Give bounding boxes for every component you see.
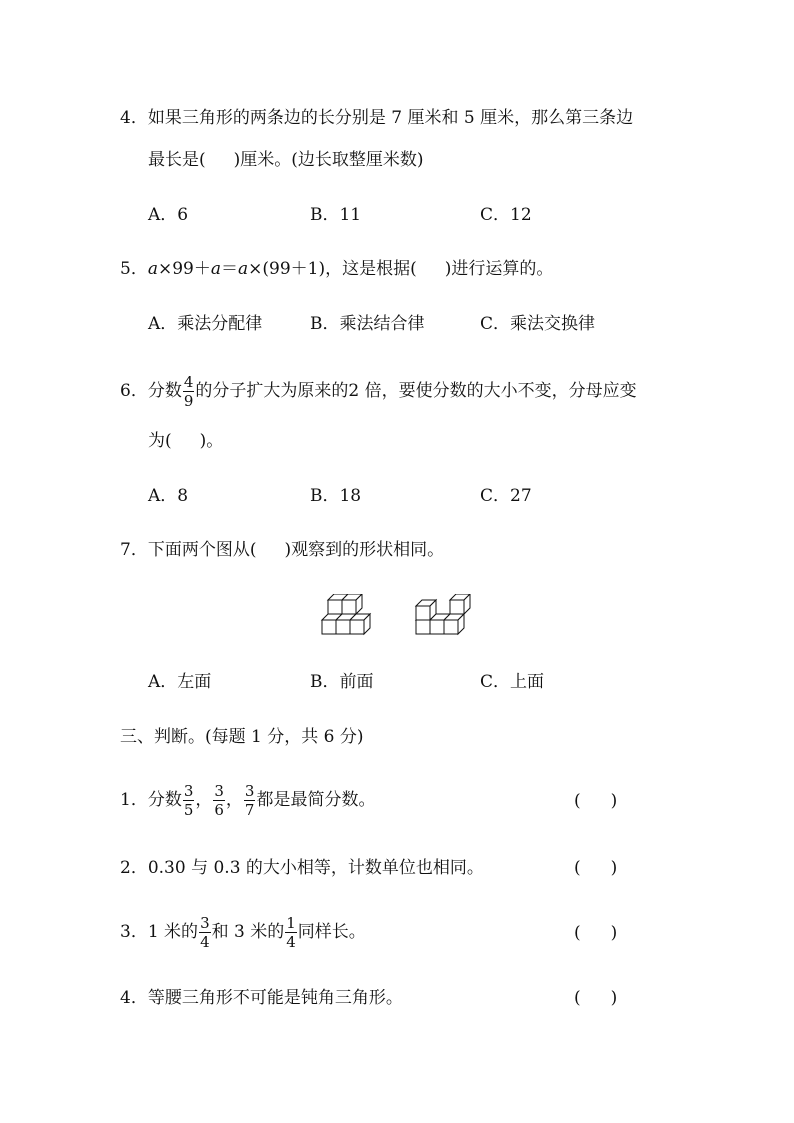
q4-option-b[interactable]: B．11 — [310, 205, 362, 225]
j1-fraction-3 — [244, 782, 256, 819]
j3-fraction-1 — [199, 914, 211, 951]
q6-line2-b: )。 — [199, 431, 224, 451]
j1-paren-close: ) — [610, 791, 618, 811]
q6-option-a[interactable]: A．8 — [148, 486, 189, 506]
j1-sep2: ， — [225, 790, 243, 810]
cube-figure-left — [320, 594, 376, 636]
j3-paren-close: ) — [610, 923, 618, 943]
q5-option-b[interactable]: B．乘法结合律 — [310, 314, 425, 334]
j1-f3-num: 3 — [244, 782, 255, 800]
j1-sep1: ， — [195, 790, 213, 810]
j3-f2-den: 4 — [286, 933, 296, 951]
q6-line2-a: 为( — [148, 431, 172, 451]
q7-line1 — [120, 540, 444, 560]
q6-option-b[interactable]: B．18 — [310, 486, 362, 506]
j4-paren-close: ) — [610, 988, 618, 1008]
q4-text-line1: 如果三角形的两条边的长分别是 7 厘米和 5 厘米，那么第三条边 — [147, 108, 634, 128]
j1-number: 1． — [120, 790, 148, 810]
j3-f1-den: 4 — [200, 933, 210, 951]
j1-answer-paren[interactable] — [574, 791, 617, 811]
q4-text-line2-b: )厘米。(边长取整厘米数) — [233, 150, 424, 170]
q5-expr-3: ×(99＋1)，这是根据( — [248, 259, 417, 279]
q4-line1 — [120, 108, 633, 128]
j1-f3-den: 7 — [244, 801, 255, 819]
q7-number: 7． — [120, 540, 148, 560]
q6-fraction — [183, 373, 195, 410]
q5-option-c[interactable]: C．乘法交换律 — [480, 314, 596, 334]
j1-fraction-2 — [213, 782, 225, 819]
q5-var-a1: a — [147, 259, 158, 279]
q4-text-line2-a: 最长是( — [148, 150, 206, 170]
q7-text-a: 下面两个图从( — [147, 540, 257, 560]
q6-line1 — [120, 373, 637, 410]
j3-fraction-2 — [285, 914, 297, 951]
q6-line2 — [148, 431, 223, 451]
j1-post: 都是最简分数。 — [256, 790, 376, 810]
q5-line1 — [120, 259, 553, 279]
j1-f1-den: 5 — [183, 801, 194, 819]
j3-number: 3． — [120, 922, 148, 942]
q5-var-a2: a — [210, 259, 221, 279]
j2-answer-paren[interactable] — [574, 858, 617, 878]
cube-figure-right — [414, 594, 472, 636]
q5-expr-4: )进行运算的。 — [444, 259, 554, 279]
q7-option-b[interactable]: B．前面 — [310, 672, 374, 692]
j1-f2-den: 6 — [214, 801, 224, 819]
q6-number: 6． — [120, 381, 148, 401]
j4-answer-paren[interactable] — [574, 988, 617, 1008]
q6-option-c[interactable]: C．27 — [480, 486, 532, 506]
j3-paren-open: ( — [574, 923, 581, 943]
q6-post: 的分子扩大为原来的2 倍，要使分数的大小不变，分母应变 — [195, 381, 637, 401]
q4-option-a[interactable]: A．6 — [148, 205, 189, 225]
j1-pre: 分数 — [147, 790, 182, 810]
j4-line — [120, 988, 403, 1008]
q6-pre: 分数 — [147, 381, 182, 401]
j2-line — [120, 858, 484, 878]
j3-post: 同样长。 — [297, 922, 366, 942]
j3-pre: 1 米的 — [147, 922, 199, 942]
q5-expr-2: ＝ — [221, 259, 238, 279]
j1-paren-open: ( — [574, 791, 581, 811]
q4-option-c[interactable]: C．12 — [480, 205, 532, 225]
q7-text-b: )观察到的形状相同。 — [284, 540, 445, 560]
j4-number: 4． — [120, 988, 148, 1008]
j2-paren-close: ) — [610, 858, 618, 878]
j3-answer-paren[interactable] — [574, 923, 617, 943]
q4-number: 4． — [120, 108, 148, 128]
j2-text: 0.30 与 0.3 的大小相等，计数单位也相同。 — [147, 858, 484, 878]
section3-heading: 三、判断。(每题 1 分，共 6 分) — [120, 727, 364, 747]
q7-option-a[interactable]: A．左面 — [148, 672, 212, 692]
j3-line — [120, 914, 366, 951]
j2-number: 2． — [120, 858, 148, 878]
j3-mid: 和 3 米的 — [211, 922, 285, 942]
j1-line — [120, 782, 375, 819]
j4-text: 等腰三角形不可能是钝角三角形。 — [147, 988, 403, 1008]
q5-var-a3: a — [238, 259, 249, 279]
j1-f2-num: 3 — [214, 782, 224, 800]
j3-f2-num: 1 — [286, 914, 296, 932]
j1-fraction-1 — [183, 782, 195, 819]
q6-frac-den: 9 — [183, 392, 194, 410]
q4-line2 — [148, 150, 424, 170]
j1-f1-num: 3 — [183, 782, 194, 800]
j2-paren-open: ( — [574, 858, 581, 878]
j4-paren-open: ( — [574, 988, 581, 1008]
q6-frac-num: 4 — [183, 373, 194, 391]
q5-number: 5． — [120, 259, 148, 279]
j3-f1-num: 3 — [200, 914, 210, 932]
q7-option-c[interactable]: C．上面 — [480, 672, 545, 692]
q5-expr-1: ×99＋ — [157, 259, 211, 279]
q5-option-a[interactable]: A．乘法分配律 — [148, 314, 263, 334]
